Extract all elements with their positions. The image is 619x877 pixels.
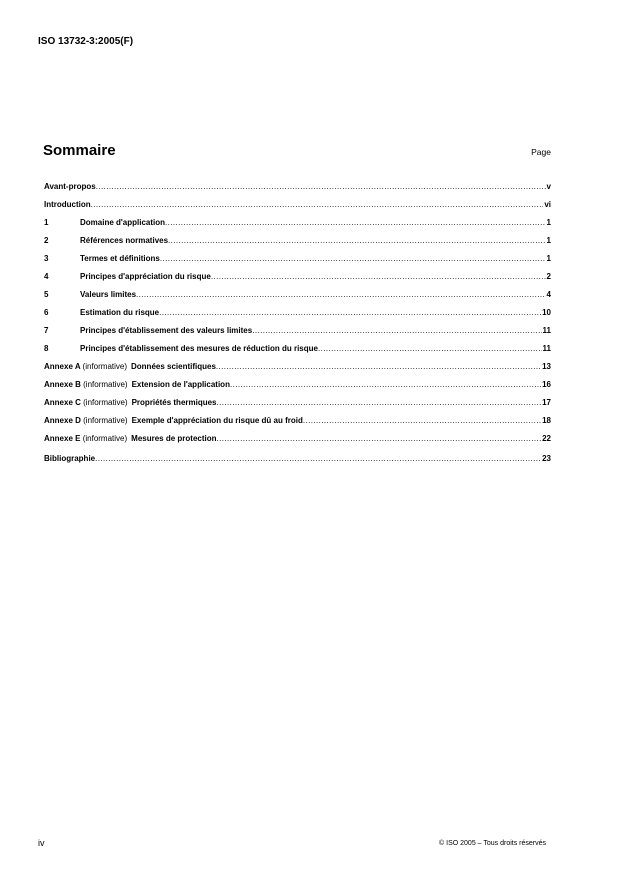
dot-leader bbox=[91, 196, 544, 214]
toc-entry-title: Propriétés thermiques bbox=[131, 398, 217, 407]
toc-entry-title: Avant-propos bbox=[44, 182, 96, 191]
toc-entry-annex-b[interactable] bbox=[44, 376, 551, 394]
toc-entry-title: Mesures de protection bbox=[131, 434, 217, 443]
toc-entry-annex-d[interactable] bbox=[44, 412, 551, 430]
dot-leader bbox=[95, 450, 541, 468]
annex-letter: Annexe B bbox=[44, 380, 81, 389]
annex-label bbox=[44, 394, 128, 412]
toc-entry-number: 3 bbox=[44, 254, 49, 263]
toc-entry-annex-a[interactable] bbox=[44, 358, 551, 376]
annex-label bbox=[44, 376, 128, 394]
toc-entry-page: 1 bbox=[546, 236, 551, 245]
toc-entry-title: Références normatives bbox=[80, 236, 169, 245]
dot-leader bbox=[303, 412, 541, 430]
toc-entry-title: Valeurs limites bbox=[80, 290, 137, 299]
dot-leader bbox=[216, 358, 541, 376]
annex-letter: Annexe C bbox=[44, 398, 81, 407]
annex-type: (informative) bbox=[82, 362, 127, 371]
toc-entry-clause-1[interactable] bbox=[44, 214, 551, 232]
toc-entry-clause-3[interactable] bbox=[44, 250, 551, 268]
toc-entry-title: Introduction bbox=[44, 200, 91, 209]
annex-label bbox=[44, 358, 127, 376]
toc-entry-page: 11 bbox=[542, 326, 551, 335]
toc-entry-annex-e[interactable] bbox=[44, 430, 551, 448]
toc-entry-title: Estimation du risque bbox=[80, 308, 160, 317]
toc-entry-page: 1 bbox=[546, 254, 551, 263]
toc-title: Sommaire bbox=[43, 142, 116, 159]
dot-leader bbox=[217, 394, 542, 412]
annex-type: (informative) bbox=[83, 398, 128, 407]
toc-entry-page: 1 bbox=[546, 218, 551, 227]
footer-page-number: iv bbox=[38, 838, 45, 848]
toc-entry-number: 6 bbox=[44, 308, 49, 317]
dot-leader bbox=[136, 286, 546, 304]
toc-entry-number: 7 bbox=[44, 326, 49, 335]
toc-entry-clause-4[interactable] bbox=[44, 268, 551, 286]
annex-label bbox=[44, 412, 128, 430]
toc-entry-title: Termes et définitions bbox=[80, 254, 160, 263]
annex-letter: Annexe D bbox=[44, 416, 81, 425]
toc-entry-page: 18 bbox=[542, 416, 551, 425]
dot-leader bbox=[160, 250, 546, 268]
table-of-contents bbox=[44, 178, 551, 468]
toc-entry-page: vi bbox=[544, 200, 551, 209]
document-id: ISO 13732-3:2005(F) bbox=[38, 36, 134, 47]
dot-leader bbox=[318, 340, 542, 358]
toc-entry-number: 8 bbox=[44, 344, 49, 353]
toc-entry-page: 16 bbox=[542, 380, 551, 389]
toc-entry-bibliography[interactable] bbox=[44, 450, 551, 468]
dot-leader bbox=[165, 214, 546, 232]
toc-entry-number: 2 bbox=[44, 236, 49, 245]
toc-entry-title: Extension de l'application bbox=[131, 380, 230, 389]
toc-entry-page: 10 bbox=[542, 308, 551, 317]
annex-type: (informative) bbox=[83, 380, 128, 389]
annex-letter: Annexe A bbox=[44, 362, 81, 371]
dot-leader bbox=[217, 430, 542, 448]
toc-entry-clause-8[interactable] bbox=[44, 340, 551, 358]
toc-entry-clause-5[interactable] bbox=[44, 286, 551, 304]
toc-entry-page: 17 bbox=[542, 398, 551, 407]
toc-entry-title: Données scientifiques bbox=[131, 362, 216, 371]
toc-entry-page: 2 bbox=[546, 272, 551, 281]
toc-entry-title: Principes d'établissement des mesures de réduction du risque bbox=[80, 344, 318, 353]
toc-entry-number: 4 bbox=[44, 272, 49, 281]
toc-entry-clause-6[interactable] bbox=[44, 304, 551, 322]
toc-entry-avant-propos[interactable] bbox=[44, 178, 551, 196]
toc-entry-title: Exemple d'appréciation du risque dû au froid bbox=[131, 416, 303, 425]
annex-letter: Annexe E bbox=[44, 434, 81, 443]
toc-entry-title: Domaine d'application bbox=[80, 218, 166, 227]
dot-leader bbox=[168, 232, 546, 250]
toc-entry-page: v bbox=[546, 182, 551, 191]
toc-entry-page: 22 bbox=[542, 434, 551, 443]
toc-entry-page: 11 bbox=[542, 344, 551, 353]
toc-entry-number: 1 bbox=[44, 218, 49, 227]
toc-entry-number: 5 bbox=[44, 290, 49, 299]
toc-entry-title: Bibliographie bbox=[44, 454, 96, 463]
footer-copyright: © ISO 2005 – Tous droits réservés bbox=[439, 840, 546, 847]
toc-entry-page: 4 bbox=[546, 290, 551, 299]
toc-entry-clause-2[interactable] bbox=[44, 232, 551, 250]
annex-label bbox=[44, 430, 127, 448]
annex-type: (informative) bbox=[83, 416, 128, 425]
dot-leader bbox=[230, 376, 541, 394]
toc-entry-page: 23 bbox=[542, 454, 551, 463]
page-column-label: Page bbox=[531, 147, 551, 157]
toc-entry-annex-c[interactable] bbox=[44, 394, 551, 412]
toc-entry-page: 13 bbox=[542, 362, 551, 371]
dot-leader bbox=[159, 304, 541, 322]
dot-leader bbox=[252, 322, 541, 340]
annex-type: (informative) bbox=[82, 434, 128, 443]
toc-entry-title: Principes d'appréciation du risque bbox=[80, 272, 211, 281]
toc-entry-title: Principes d'établissement des valeurs limites bbox=[80, 326, 253, 335]
toc-entry-introduction[interactable] bbox=[44, 196, 551, 214]
dot-leader bbox=[211, 268, 546, 286]
dot-leader bbox=[96, 178, 546, 196]
toc-entry-clause-7[interactable] bbox=[44, 322, 551, 340]
